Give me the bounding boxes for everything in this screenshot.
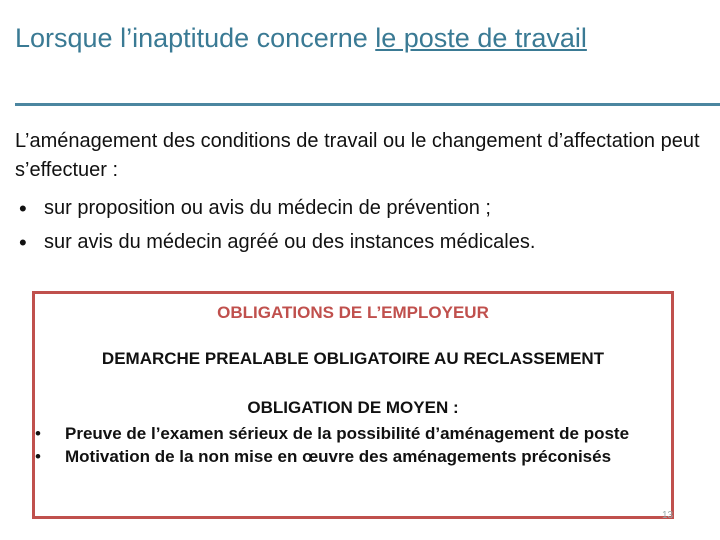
bullet-icon: • bbox=[19, 230, 27, 255]
slide-title-underlined: le poste de travail bbox=[375, 23, 587, 53]
slide-title-text: Lorsque l’inaptitude concerne bbox=[15, 23, 376, 53]
list-item bbox=[35, 445, 675, 468]
intro-paragraph: L’aménagement des conditions de travail ou le changement d’affectation peut s’effectuer : bbox=[15, 130, 700, 181]
obligations-box bbox=[32, 291, 674, 519]
bullet-icon: • bbox=[35, 447, 41, 466]
box-subtitle: DEMARCHE PREALABLE OBLIGATOIRE AU RECLASSEMENT bbox=[101, 349, 605, 368]
obligation-list bbox=[35, 422, 675, 468]
bullet-text: sur avis du médecin agréé ou des instances médicales. bbox=[44, 231, 536, 253]
bullet-list bbox=[15, 194, 705, 262]
page-number: 13 bbox=[662, 510, 674, 521]
list-item bbox=[15, 228, 705, 257]
bullet-icon: • bbox=[35, 424, 41, 443]
box-title: OBLIGATIONS DE L’EMPLOYEUR bbox=[217, 303, 489, 322]
obligation-text: Preuve de l’examen sérieux de la possibilité d’aménagement de poste bbox=[65, 424, 630, 443]
obligation-text: Motivation de la non mise en œuvre des aménagements préconisés bbox=[65, 447, 612, 466]
list-item bbox=[15, 194, 705, 223]
obligation-heading: OBLIGATION DE MOYEN : bbox=[247, 398, 459, 417]
bullet-icon: • bbox=[19, 196, 27, 221]
slide-title bbox=[15, 22, 705, 55]
title-divider bbox=[15, 103, 720, 106]
list-item bbox=[35, 422, 675, 445]
bullet-text: sur proposition ou avis du médecin de prévention ; bbox=[44, 197, 491, 219]
